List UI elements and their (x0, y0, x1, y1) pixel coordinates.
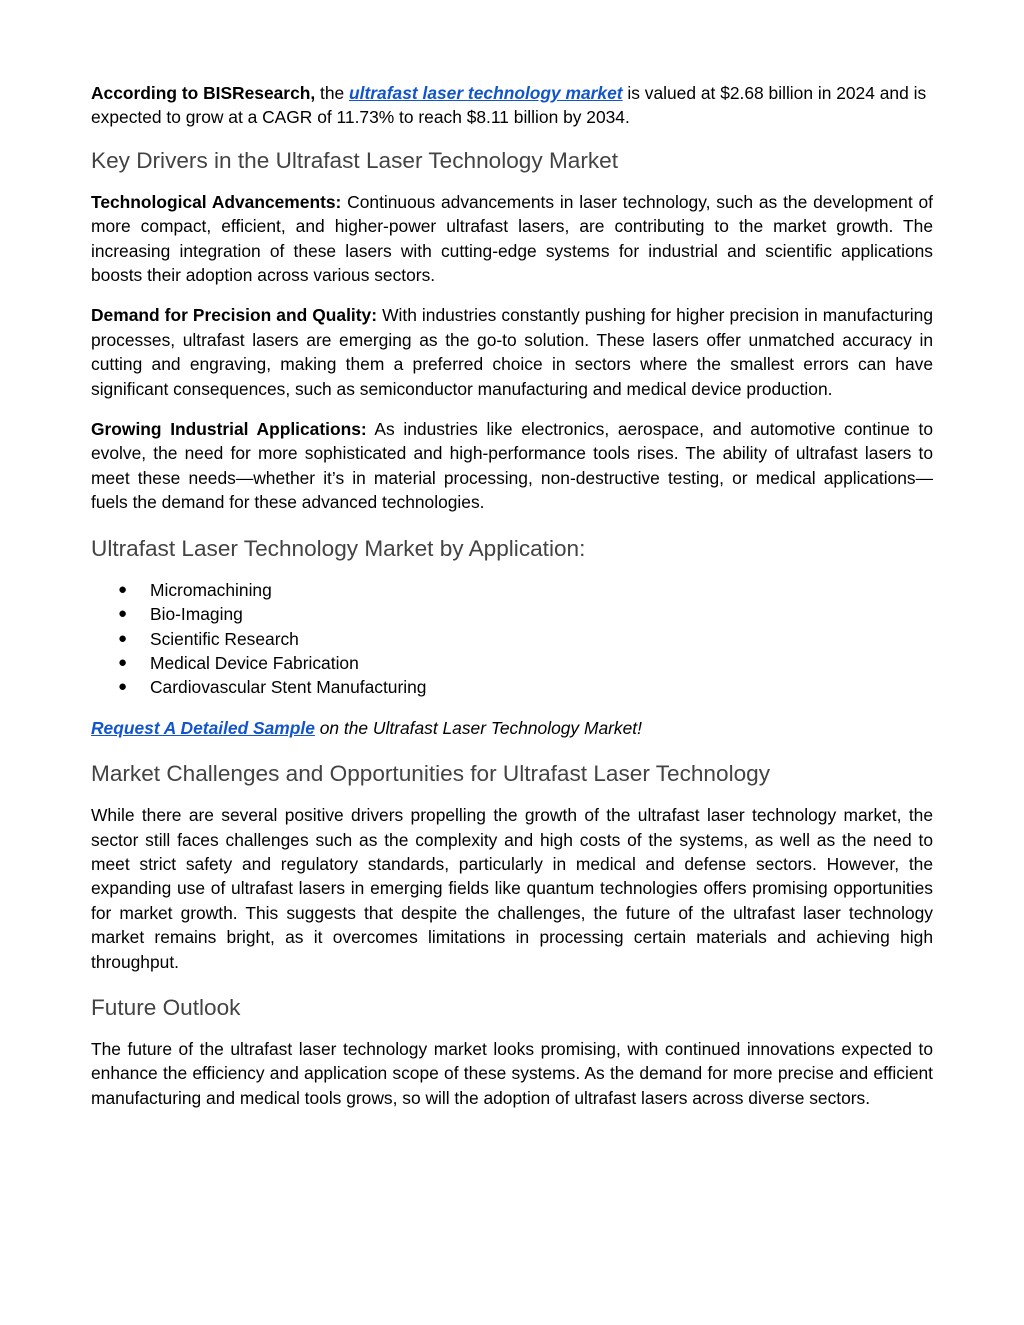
outlook-heading: Future Outlook (91, 994, 241, 1020)
request-sample-link[interactable]: Request A Detailed Sample (91, 717, 315, 738)
challenges-heading: Market Challenges and Opportunities for Ultrafast Laser Technology (91, 761, 771, 787)
driver-text: As industries like electronics, aerospace, and automotive continue to evolve, the need for more sophisticated and high-performance tools rises. The ability of ultrafast lasers to meet these needs—whether it’s in material processing, non-destructive testing, or medical applications—fuels the demand for these advanced technologies. (91, 419, 933, 513)
outlook-paragraph: The future of the ultrafast laser technology market looks promising, with continued innovations expected to enhance the efficiency and application scope of these systems. As the demand for more precise and efficient manufacturing and medical tools grows, so will the adoption of ultrafast lasers across diverse sectors. (91, 1038, 933, 1108)
driver-text: With industries constantly pushing for higher precision in manufacturing processes, ultrafast lasers are emerging as the go-to solution. These lasers offer unmatched accuracy in cutting and engraving, making them a preferred choice in sectors where the smallest errors can have significant consequences, such as semiconductor manufacturing and medical device production. (91, 305, 933, 399)
applications-heading: Ultrafast Laser Technology Market by Application: (91, 535, 586, 561)
driver-paragraph-technological (91, 190, 933, 288)
driver-title: Growing Industrial Applications: (91, 419, 367, 440)
bullet-icon: ● (118, 653, 128, 671)
list-item (91, 651, 933, 675)
list-item-label: Cardiovascular Stent Manufacturing (150, 677, 427, 698)
bullet-icon: ● (118, 580, 128, 598)
list-item (91, 627, 933, 651)
list-item (91, 675, 933, 699)
driver-paragraph-industrial (91, 417, 933, 515)
list-item-label: Scientific Research (150, 628, 299, 649)
driver-title: Demand for Precision and Quality: (91, 305, 378, 326)
challenges-paragraph: While there are several positive drivers propelling the growth of the ultrafast laser technology market, the sector still faces challenges such as the complexity and high costs of the systems, as well as the need to meet strict safety and regulatory standards, particularly in medical and defense sectors. However, the expanding use of ultrafast lasers in emerging fields like quantum technologies offers promising opportunities for market growth. This suggests that despite the challenges, the future of the ultrafast laser technology market remains bright, as it overcomes limitations in processing certain materials and achieving high throughput. (91, 805, 933, 972)
intro-lead: According to BISResearch, (91, 83, 316, 103)
sample-text: on the Ultrafast Laser Technology Market! (314, 717, 642, 738)
drivers-heading: Key Drivers in the Ultrafast Laser Technology Market (91, 147, 618, 173)
list-item (91, 578, 933, 602)
driver-paragraph-precision (91, 303, 933, 401)
bullet-icon: ● (118, 629, 128, 647)
market-report-link[interactable]: ultrafast laser technology market (349, 83, 623, 103)
sample-request-line (91, 716, 933, 740)
bullet-icon: ● (118, 605, 128, 623)
intro-text-before-link: the (315, 83, 350, 103)
intro-text-after-link: is valued at $2.68 billion in 2024 and is expected to grow at a CAGR of 11.73% to reach $8.11 billion by 2034. (91, 83, 927, 128)
list-item-label: Medical Device Fabrication (150, 652, 359, 673)
list-item-label: Micromachining (150, 579, 272, 600)
list-item (91, 602, 933, 626)
driver-text: Continuous advancements in laser technology, such as the development of more compact, efficient, and higher-power ultrafast lasers, are contributing to the market growth. The increasing integration of these lasers with cutting-edge systems for industrial and scientific applications boosts their adoption across various sectors. (91, 191, 933, 286)
list-item-label: Bio-Imaging (150, 604, 243, 625)
applications-list (91, 578, 933, 700)
bullet-icon: ● (118, 678, 128, 696)
driver-title: Technological Advancements: (91, 191, 342, 212)
intro-paragraph (91, 81, 933, 130)
